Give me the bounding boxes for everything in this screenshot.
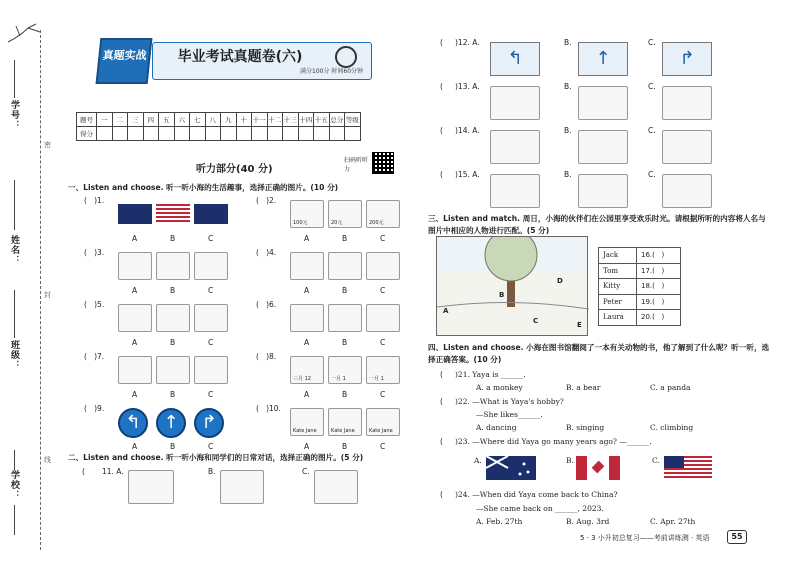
q10-option-picture [328, 408, 362, 436]
q23-option-b[interactable]: B. [566, 456, 574, 465]
q11-option-a-picture [128, 470, 174, 504]
q10-option-picture [290, 408, 324, 436]
score-input-cell[interactable] [314, 127, 330, 141]
q11-option-b-picture [220, 470, 264, 504]
q8-option-letter[interactable]: C [380, 390, 386, 399]
score-input-cell[interactable] [112, 127, 128, 141]
q4-option-picture [366, 252, 400, 280]
score-table [76, 112, 361, 141]
match-person-name: Laura [599, 310, 637, 326]
turn-left-sign-icon: ↰ [118, 408, 148, 438]
q6-option-letter[interactable]: B [342, 338, 348, 347]
score-header-cell: 二 [112, 113, 128, 127]
q23-text: )23. —Where did Yaya go many years ago? —______. [455, 437, 652, 446]
q13-option-picture [490, 86, 540, 120]
scene-person-letter: E [577, 321, 582, 329]
park-scene-picture [436, 236, 588, 336]
q21-option-b[interactable]: B. a bear [566, 383, 601, 392]
match-answer-cell[interactable]: 16.( ) [637, 248, 681, 264]
q13-option-label: C. [648, 82, 656, 91]
score-header-cell: 十二 [267, 113, 283, 127]
q7-number: ( )7. [84, 352, 105, 361]
q23-option-c[interactable]: C. [652, 456, 660, 465]
picture-caption: 三月 12 [293, 376, 311, 382]
q13-label: )13. A. [455, 82, 480, 91]
match-answer-cell[interactable]: 19.( ) [637, 294, 681, 310]
seal-char-feng: 封 [44, 291, 51, 299]
match-person-name: Kitty [599, 279, 637, 295]
score-header-cell: 九 [221, 113, 237, 127]
q24-text: )24. —When did Yaya come back to China? [455, 490, 618, 499]
q13-option-picture [578, 86, 628, 120]
q5-option-picture [118, 304, 152, 332]
q3-option-letter[interactable]: C [208, 286, 214, 295]
q2-option-picture [290, 200, 324, 228]
q5-option-picture [194, 304, 228, 332]
match-table [598, 247, 681, 326]
exam-badge: 真题实战 [96, 38, 153, 84]
usa-flag-icon [156, 204, 190, 224]
q12-bracket: ( [440, 38, 443, 47]
q11-option-c-label: C. [302, 467, 310, 476]
scene-person-letter: B [499, 291, 505, 299]
q4-option-letter[interactable]: B [342, 286, 348, 295]
scene-person-letter: D [557, 277, 563, 285]
q24-sub: —She came back on ______, 2023. [476, 504, 604, 513]
section3-title: 三、Listen and match. 周日，小海的伙伴们在公园里享受欢乐时光。请根据所听的内容将人名与图片中相应的人物进行匹配。(5 分) [428, 214, 766, 235]
q3-option-letter[interactable]: B [170, 286, 176, 295]
q2-number: ( )2. [256, 196, 277, 205]
q3-option-picture [194, 252, 228, 280]
q15-bracket: ( [440, 170, 443, 179]
score-input-cell[interactable] [345, 127, 361, 141]
q12-label: )12. A. [455, 38, 480, 47]
q15-label: )15. A. [455, 170, 480, 179]
turn-right-sign-icon: ↱ [194, 408, 224, 438]
q22-option-b[interactable]: B. singing [566, 423, 605, 432]
total-score: 满分100分 [300, 68, 330, 75]
listening-heading: 听力部分(40 分) [196, 164, 273, 175]
score-header-cell: 四 [143, 113, 159, 127]
q15-option-picture [662, 174, 712, 208]
q4-number: ( )4. [256, 248, 277, 257]
q6-option-letter[interactable]: C [380, 338, 386, 347]
q21-text: )21. Yaya is ______. [455, 370, 526, 379]
tree-decoration [6, 22, 44, 48]
score-input-cell[interactable] [221, 127, 237, 141]
score-header-cell: 等级 [345, 113, 361, 127]
q9-option-letter[interactable]: B [170, 442, 176, 451]
q3-option-picture [118, 252, 152, 280]
q9-option-letter[interactable]: A [132, 442, 138, 451]
q21-option-c[interactable]: C. a panda [650, 383, 691, 392]
match-item-number: 19. [641, 297, 653, 306]
exam-meta [300, 66, 363, 75]
section1-title: 一、Listen and choose. 听一听小海的生活趣事，选择正确的图片。(10 分) [68, 183, 339, 192]
q7-option-picture [156, 356, 190, 384]
turn-left-sign-icon: ↰ [490, 42, 540, 76]
australia-flag-icon [486, 456, 536, 480]
q13-option-picture [662, 86, 712, 120]
picture-caption: 一月 1 [331, 376, 346, 382]
q24-option-a[interactable]: A. Feb. 27th [476, 517, 523, 526]
q14-label: )14. A. [455, 126, 480, 135]
q6-option-picture [328, 304, 362, 332]
match-person-name: Peter [599, 294, 637, 310]
q1-option-letter[interactable]: B [170, 234, 176, 243]
q22-option-c[interactable]: C. climbing [650, 423, 694, 432]
q1-option-letter[interactable]: A [132, 234, 138, 243]
q24-option-c[interactable]: C. Apr. 27th [650, 517, 696, 526]
school-label: 学校： [9, 470, 19, 500]
q8-option-letter[interactable]: B [342, 390, 348, 399]
q22-sub: —She likes______. [476, 410, 543, 419]
section4-title: 四、Listen and choose. 小海在图书馆翻阅了一本有关动物的书，他了解到了什么呢？听一听，选择正确答案。(10 分) [428, 343, 770, 364]
match-item-number: 20. [641, 313, 653, 322]
australia-flag-icon [118, 204, 152, 224]
q4-option-picture [328, 252, 362, 280]
score-input-cell[interactable] [128, 127, 144, 141]
q8-option-picture [366, 356, 400, 384]
match-row [599, 263, 681, 279]
score-input-cell[interactable] [283, 127, 299, 141]
q1-option-letter[interactable]: C [208, 234, 214, 243]
score-input-cell[interactable] [267, 127, 283, 141]
score-header-cell: 总分 [329, 113, 345, 127]
q22-option-a[interactable]: A. dancing [476, 423, 517, 432]
match-row [599, 279, 681, 295]
q7-option-picture [194, 356, 228, 384]
score-input-cell[interactable] [252, 127, 268, 141]
q2-option-picture [328, 200, 362, 228]
uk-flag-icon [194, 204, 228, 224]
score-header-cell: 十 [236, 113, 252, 127]
score-header-cell: 六 [174, 113, 190, 127]
q15-option-picture [490, 174, 540, 208]
q21-option-a[interactable]: A. a monkey [476, 383, 523, 392]
match-answer-cell[interactable]: 20.( ) [637, 310, 681, 326]
q2-option-letter[interactable]: B [342, 234, 348, 243]
go-straight-sign-icon: ↑ [156, 408, 186, 438]
q15-option-label: C. [648, 170, 656, 179]
q5-number: ( )5. [84, 300, 105, 309]
q11-option-c-picture [314, 470, 358, 504]
q7-option-letter[interactable]: A [132, 390, 138, 399]
q6-number: ( )6. [256, 300, 277, 309]
q14-option-label: C. [648, 126, 656, 135]
q14-option-label: B. [564, 126, 572, 135]
q2-option-picture [366, 200, 400, 228]
q5-option-picture [156, 304, 190, 332]
q7-option-letter[interactable]: B [170, 390, 176, 399]
usa-flag-icon [664, 456, 712, 480]
q12-option-label: B. [564, 38, 572, 47]
q8-option-picture [328, 356, 362, 384]
qr-label: 扫码听听力 [344, 157, 369, 173]
q6-option-letter[interactable]: A [304, 338, 310, 347]
q15-option-label: B. [564, 170, 572, 179]
q14-bracket: ( [440, 126, 443, 135]
match-item-number: 17. [641, 266, 653, 275]
qr-code-icon[interactable] [372, 152, 394, 174]
time-limit: 时间60分钟 [331, 68, 364, 75]
q15-option-picture [578, 174, 628, 208]
q8-option-letter[interactable]: A [304, 390, 310, 399]
q22-text: )22. —What is Yaya's hobby? [455, 397, 564, 406]
score-header-cell: 三 [128, 113, 144, 127]
score-header-cell: 题号 [77, 113, 97, 127]
q10-number: ( )10. [256, 404, 281, 413]
q13-option-label: B. [564, 82, 572, 91]
cut-line [40, 30, 41, 550]
score-input-cell[interactable] [97, 127, 113, 141]
match-item-number: 18. [641, 282, 653, 291]
scene-person-letter: C [533, 317, 539, 325]
q3-option-picture [156, 252, 190, 280]
q9-option-letter[interactable]: C [208, 442, 214, 451]
score-input-cell[interactable] [236, 127, 252, 141]
picture-caption: 20元 [331, 220, 343, 226]
q23-option-a[interactable]: A. [474, 456, 482, 465]
class-label: 班级： [9, 340, 19, 370]
footer-text: 5 · 3 小升初总复习——考前讲练测 · 英语 [580, 534, 710, 542]
page-title: 毕业考试真题卷(六) [177, 49, 303, 65]
match-person-name: Tom [599, 263, 637, 279]
q10-option-letter[interactable]: A [304, 442, 310, 451]
q14-option-picture [662, 130, 712, 164]
score-header-cell: 五 [159, 113, 175, 127]
q14-option-picture [578, 130, 628, 164]
student-id-label: 学号： [9, 100, 19, 130]
q2-option-letter[interactable]: C [380, 234, 386, 243]
picture-caption: Kate Jane [369, 428, 393, 434]
q11-option-b-label: B. [208, 467, 216, 476]
canada-flag-icon [576, 456, 620, 480]
seal-char-xian: 线 [44, 456, 51, 464]
q24-option-b[interactable]: B. Aug. 3rd [566, 517, 610, 526]
q14-option-picture [490, 130, 540, 164]
q4-option-letter[interactable]: A [304, 286, 310, 295]
section2-title: 二、Listen and choose. 听一听小海和同学们的日常对话，选择正确的图片。(5 分) [68, 453, 364, 462]
match-answer-cell[interactable]: 18.( ) [637, 279, 681, 295]
picture-caption: 100元 [293, 220, 308, 226]
match-item-number: 16. [641, 251, 653, 260]
score-header-cell: 十四 [298, 113, 314, 127]
picture-caption: 一月 1 [369, 376, 384, 382]
score-input-cell[interactable] [190, 127, 206, 141]
page-number: 55 [727, 530, 747, 544]
q3-number: ( )3. [84, 248, 105, 257]
q11-bracket: ( [82, 467, 85, 476]
match-person-name: Jack [599, 248, 637, 264]
score-header-cell: 八 [205, 113, 221, 127]
q8-number: ( )8. [256, 352, 277, 361]
q4-option-picture [290, 252, 324, 280]
score-header-cell: 十五 [314, 113, 330, 127]
score-input-cell[interactable] [174, 127, 190, 141]
q4-option-letter[interactable]: C [380, 286, 386, 295]
name-label: 姓名： [9, 235, 19, 265]
match-row [599, 248, 681, 264]
clock-icon [335, 46, 357, 68]
q13-bracket: ( [440, 82, 443, 91]
q7-option-picture [118, 356, 152, 384]
score-input-cell[interactable] [329, 127, 345, 141]
q5-option-letter[interactable]: B [170, 338, 176, 347]
scene-person-letter: A [443, 307, 449, 315]
seal-char-mi: 密 [44, 141, 51, 149]
q5-option-letter[interactable]: A [132, 338, 138, 347]
q5-option-letter[interactable]: C [208, 338, 214, 347]
picture-caption: 200元 [369, 220, 384, 226]
turn-right-sign-icon: ↱ [662, 42, 712, 76]
q6-option-picture [290, 304, 324, 332]
q6-option-picture [366, 304, 400, 332]
score-header-cell: 七 [190, 113, 206, 127]
score-input-cell[interactable] [159, 127, 175, 141]
go-straight-sign-icon: ↑ [578, 42, 628, 76]
q2-option-letter[interactable]: A [304, 234, 310, 243]
binding-strip [0, 0, 60, 566]
picture-caption: Kate Jane [331, 428, 355, 434]
q11-label: 11. A. [102, 467, 124, 476]
q10-option-letter[interactable]: C [380, 442, 386, 451]
q9-number: ( )9. [84, 404, 105, 413]
park-scene-illustration [437, 237, 589, 337]
score-input-cell[interactable] [205, 127, 221, 141]
picture-caption: Kate Jane [293, 428, 317, 434]
score-row-label: 得分 [77, 127, 97, 141]
q1-number: ( )1. [84, 196, 105, 205]
score-input-cell[interactable] [143, 127, 159, 141]
q10-option-picture [366, 408, 400, 436]
q8-option-picture [290, 356, 324, 384]
match-row [599, 310, 681, 326]
q7-option-letter[interactable]: C [208, 390, 214, 399]
match-row [599, 294, 681, 310]
q12-option-label: C. [648, 38, 656, 47]
q10-option-letter[interactable]: B [342, 442, 348, 451]
score-header-cell: 十三 [283, 113, 299, 127]
score-header-cell: 一 [97, 113, 113, 127]
q3-option-letter[interactable]: A [132, 286, 138, 295]
score-input-cell[interactable] [298, 127, 314, 141]
score-header-cell: 十一 [252, 113, 268, 127]
match-answer-cell[interactable]: 17.( ) [637, 263, 681, 279]
